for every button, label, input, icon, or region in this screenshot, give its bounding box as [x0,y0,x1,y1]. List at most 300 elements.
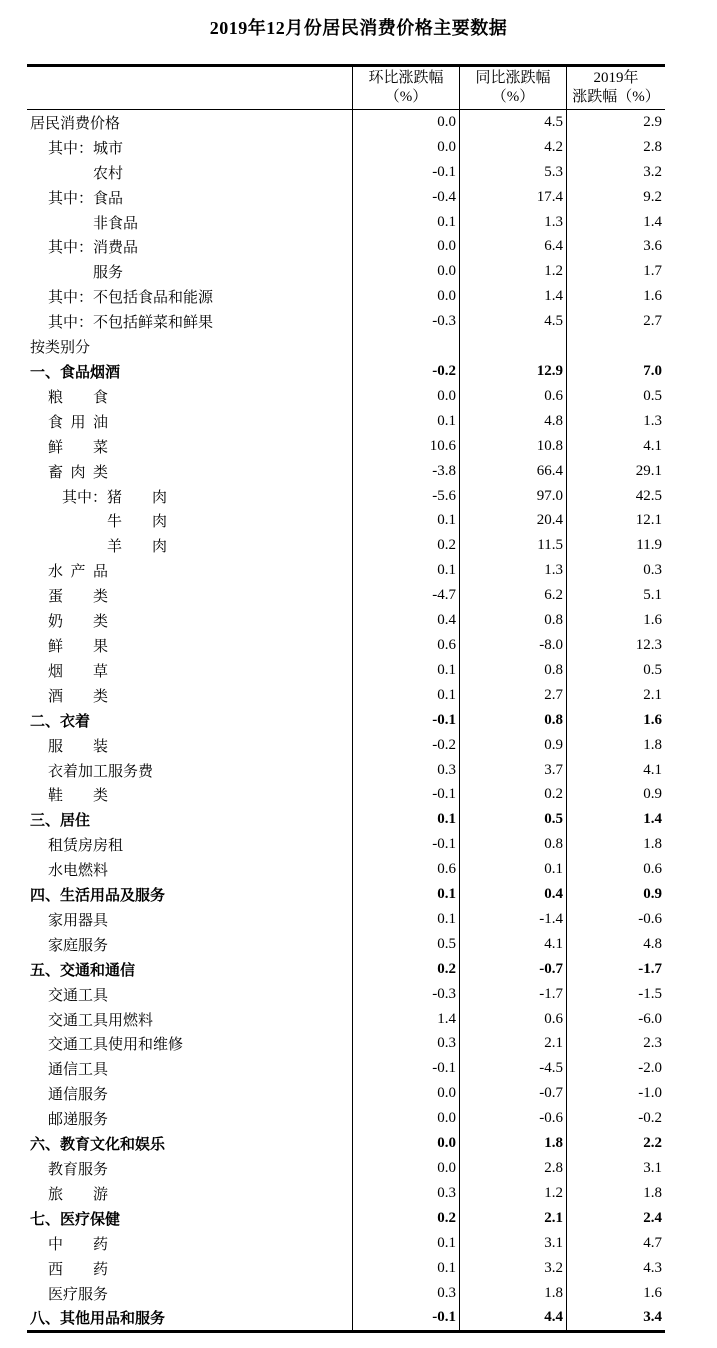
row-yoy-value: 1.3 [459,210,566,235]
row-yoy-value: 2.8 [459,1156,566,1181]
row-mom-value: -4.7 [352,583,459,608]
row-yoy-value: 11.5 [459,533,566,558]
row-label-cell [27,384,352,409]
row-label-cell [27,708,352,733]
row-ytd-value: 1.4 [566,807,665,832]
row-mom-value: 0.4 [352,608,459,633]
table-row [27,409,665,434]
row-mom-value: 0.1 [352,907,459,932]
row-yoy-value: 1.8 [459,1131,566,1156]
header-mom-line1: 环比涨跌幅 [368,70,444,86]
row-label-cell [27,683,352,708]
row-label-cell [27,1032,352,1057]
table-row [27,1081,665,1106]
row-mom-value: 0.0 [352,1106,459,1131]
row-mom-value: 0.3 [352,1032,459,1057]
row-yoy-value: 4.2 [459,135,566,160]
row-yoy-value: 0.6 [459,384,566,409]
row-label-text: 八、其他用品和服务 [30,1311,166,1328]
row-label-text: 农村 [93,165,124,182]
row-ytd-value: 0.6 [566,857,665,882]
row-label-text: 家庭服务 [48,937,109,954]
row-mom-value: 0.0 [352,235,459,260]
table-row [27,608,665,633]
row-label-cell [27,1156,352,1181]
row-label-text: 五、交通和通信 [30,962,136,979]
row-ytd-value: 29.1 [566,459,665,484]
row-yoy-value: 3.1 [459,1231,566,1256]
row-ytd-value: 9.2 [566,185,665,210]
row-ytd-value: 0.5 [566,384,665,409]
row-ytd-value: 2.1 [566,683,665,708]
table-row [27,259,665,284]
row-mom-value: 0.1 [352,683,459,708]
header-cell-mom [352,67,459,109]
row-label-cell [27,533,352,558]
row-label-text: 其中：食品 [48,190,124,207]
row-yoy-value: 10.8 [459,434,566,459]
row-label-cell [27,135,352,160]
row-yoy-value: 1.8 [459,1281,566,1306]
table-row [27,982,665,1007]
row-mom-value: 0.3 [352,1181,459,1206]
row-label-cell [27,1231,352,1256]
row-ytd-value: 1.6 [566,708,665,733]
table-row [27,1032,665,1057]
row-label-cell [27,832,352,857]
row-ytd-value: 1.8 [566,832,665,857]
row-mom-value: 0.1 [352,807,459,832]
row-mom-value: 0.1 [352,1256,459,1281]
row-mom-value: 0.0 [352,1131,459,1156]
row-label-text: 水产品 [48,564,108,581]
row-ytd-value: 3.2 [566,160,665,185]
row-ytd-value: 1.3 [566,409,665,434]
row-yoy-value: 17.4 [459,185,566,210]
row-ytd-value: 12.3 [566,633,665,658]
row-ytd-value: 4.7 [566,1231,665,1256]
row-mom-value: 0.1 [352,509,459,534]
row-mom-value: 10.6 [352,434,459,459]
row-label-text: 医疗服务 [48,1286,109,1303]
row-yoy-value: 5.3 [459,160,566,185]
row-yoy-value: 2.7 [459,683,566,708]
row-mom-value: -0.3 [352,309,459,334]
row-label-text: 通信工具 [48,1062,109,1079]
row-ytd-value: 1.6 [566,608,665,633]
row-label-text: 其中：不包括鲜菜和鲜果 [48,315,214,332]
row-ytd-value: 2.2 [566,1131,665,1156]
row-ytd-value: -0.2 [566,1106,665,1131]
row-mom-value: 0.0 [352,384,459,409]
header-cell-ytd [566,67,665,109]
row-label-cell [27,982,352,1007]
row-ytd-value: -2.0 [566,1056,665,1081]
row-yoy-value: 0.4 [459,882,566,907]
row-yoy-value: 4.5 [459,309,566,334]
row-yoy-value: 0.8 [459,658,566,683]
row-ytd-value: 1.8 [566,1181,665,1206]
table-row [27,1231,665,1256]
row-label-text: 鞋类 [48,788,108,805]
row-label-cell [27,509,352,534]
row-mom-value [352,334,459,359]
row-ytd-value: 1.4 [566,210,665,235]
row-yoy-value: -0.7 [459,957,566,982]
row-mom-value: 0.0 [352,110,459,135]
row-label-text: 交通工具 [48,987,109,1004]
row-mom-value: -0.3 [352,982,459,1007]
row-label-cell [27,583,352,608]
row-label-cell [27,1181,352,1206]
table-row [27,484,665,509]
header-mom-line2: （%） [384,89,428,105]
row-mom-value: -0.1 [352,832,459,857]
row-mom-value: 0.1 [352,658,459,683]
header-ytd-line2: 涨跌幅（%） [572,89,660,105]
header-yoy-line1: 同比涨跌幅 [475,70,551,86]
table-row [27,1106,665,1131]
row-label-cell [27,907,352,932]
table-row [27,384,665,409]
header-cell-category [27,67,352,109]
row-label-cell [27,932,352,957]
row-yoy-value: 97.0 [459,484,566,509]
table-row [27,135,665,160]
table-row [27,832,665,857]
row-ytd-value: -6.0 [566,1007,665,1032]
row-label-text: 酒类 [48,688,108,705]
row-label-cell [27,782,352,807]
row-ytd-value: -1.0 [566,1081,665,1106]
row-label-cell [27,1081,352,1106]
row-ytd-value: -1.5 [566,982,665,1007]
row-yoy-value: 0.2 [459,782,566,807]
row-yoy-value: 6.2 [459,583,566,608]
row-mom-value: 0.3 [352,1281,459,1306]
row-yoy-value: 1.2 [459,1181,566,1206]
row-label-text: 旅游 [48,1186,108,1203]
row-label-text: 猪肉 [107,489,168,506]
row-label-text: 通信服务 [48,1087,109,1104]
row-yoy-value: -1.7 [459,982,566,1007]
table-row [27,185,665,210]
row-label-text: 水电燃料 [48,863,109,880]
row-yoy-value: 2.1 [459,1206,566,1231]
row-ytd-value: 42.5 [566,484,665,509]
row-label-cell [27,334,352,359]
row-label-text: 其中：城市 [48,140,124,157]
table-row [27,907,665,932]
row-ytd-value: 11.9 [566,533,665,558]
row-yoy-value: 66.4 [459,459,566,484]
row-label-text: 非食品 [93,215,139,232]
row-label-text: 鲜果 [48,638,108,655]
table-row [27,1156,665,1181]
row-label-text: 烟草 [48,663,108,680]
row-yoy-value: 1.2 [459,259,566,284]
table-row [27,1306,665,1331]
table-row [27,758,665,783]
table-row [27,1206,665,1231]
row-ytd-value: 1.6 [566,284,665,309]
row-ytd-value: 3.1 [566,1156,665,1181]
row-ytd-value: 4.1 [566,758,665,783]
row-label-text: 中药 [48,1236,108,1253]
row-yoy-value: -4.5 [459,1056,566,1081]
row-mom-value: 0.5 [352,932,459,957]
row-label-text: 鲜菜 [48,439,108,456]
table-row [27,110,665,135]
row-label-text: 羊肉 [107,539,167,556]
table-row [27,1007,665,1032]
table-row [27,1131,665,1156]
table-row [27,857,665,882]
row-mom-value: -0.1 [352,160,459,185]
row-label-cell [27,807,352,832]
row-yoy-value: 3.7 [459,758,566,783]
row-mom-value: 0.3 [352,758,459,783]
row-yoy-value: 12.9 [459,359,566,384]
row-label-text: 三、居住 [30,813,91,830]
table-row [27,658,665,683]
row-ytd-value: 5.1 [566,583,665,608]
header-ytd-line1: 2019年 [593,70,639,86]
table-row [27,509,665,534]
row-label-cell [27,409,352,434]
row-label-cell [27,309,352,334]
row-mom-value: -0.2 [352,733,459,758]
row-ytd-value: 3.6 [566,235,665,260]
row-ytd-value: 2.7 [566,309,665,334]
row-mom-value: 0.1 [352,882,459,907]
row-label-text: 交通工具使用和维修 [48,1037,184,1054]
row-label-cell [27,633,352,658]
row-label-cell [27,1106,352,1131]
row-mom-value: 0.2 [352,1206,459,1231]
row-mom-value: -0.4 [352,185,459,210]
row-yoy-value: -0.6 [459,1106,566,1131]
row-yoy-value: -0.7 [459,1081,566,1106]
row-mom-value: -0.2 [352,359,459,384]
row-yoy-value: 4.8 [459,409,566,434]
row-yoy-value: 1.3 [459,558,566,583]
row-label-text: 六、教育文化和娱乐 [30,1137,166,1154]
row-ytd-value: 2.8 [566,135,665,160]
row-label-cell [27,608,352,633]
header-yoy-line2: （%） [491,89,535,105]
row-label-text: 衣着加工服务费 [48,763,154,780]
row-label-text: 其中：不包括食品和能源 [48,290,214,307]
row-label-cell [27,284,352,309]
table-row [27,359,665,384]
table-row [27,782,665,807]
table-row [27,1056,665,1081]
row-label-cell [27,484,352,509]
row-yoy-value: 1.4 [459,284,566,309]
row-label-prefix: 其中： [62,489,108,506]
row-mom-value: -0.1 [352,1306,459,1331]
table-row [27,807,665,832]
table-body [27,110,665,1333]
row-label-text: 租赁房房租 [48,838,124,855]
row-ytd-value: 4.1 [566,434,665,459]
row-yoy-value: 0.8 [459,708,566,733]
table-row [27,957,665,982]
row-label-text: 西药 [48,1261,108,1278]
row-label-text: 一、食品烟酒 [30,365,121,382]
row-yoy-value: 0.8 [459,832,566,857]
row-mom-value: 0.0 [352,1081,459,1106]
row-label-text: 教育服务 [48,1162,109,1179]
row-label-text: 其中：消费品 [48,240,139,257]
cpi-data-table [27,64,665,1333]
row-ytd-value [566,334,665,359]
row-mom-value: -0.1 [352,782,459,807]
row-label-cell [27,758,352,783]
row-label-text: 蛋类 [48,589,108,606]
row-label-cell [27,434,352,459]
row-mom-value: 0.0 [352,135,459,160]
row-label-cell [27,1281,352,1306]
table-row [27,1181,665,1206]
row-label-cell [27,1206,352,1231]
table-row [27,459,665,484]
row-yoy-value: 20.4 [459,509,566,534]
row-yoy-value: 2.1 [459,1032,566,1057]
table-row [27,1281,665,1306]
row-yoy-value [459,334,566,359]
row-ytd-value: 0.3 [566,558,665,583]
row-label-cell [27,1256,352,1281]
row-yoy-value: 0.5 [459,807,566,832]
row-label-text: 家用器具 [48,912,109,929]
table-row [27,583,665,608]
row-mom-value: 0.2 [352,533,459,558]
row-yoy-value: 4.1 [459,932,566,957]
row-mom-value: 0.6 [352,633,459,658]
row-label-cell [27,235,352,260]
row-mom-value: 1.4 [352,1007,459,1032]
row-label-cell [27,658,352,683]
row-mom-value: 0.1 [352,1231,459,1256]
row-yoy-value: 4.4 [459,1306,566,1331]
row-label-cell [27,857,352,882]
row-mom-value: 0.1 [352,558,459,583]
row-label-text: 七、医疗保健 [30,1211,121,1228]
row-label-text: 居民消费价格 [30,115,121,132]
row-label-cell [27,1306,352,1331]
table-row [27,932,665,957]
row-mom-value: 0.0 [352,284,459,309]
row-label-text: 奶类 [48,614,108,631]
row-label-text: 牛肉 [107,514,167,531]
row-ytd-value: 1.6 [566,1281,665,1306]
row-label-cell [27,110,352,135]
table-row [27,334,665,359]
row-label-text: 食用油 [48,414,108,431]
table-row [27,683,665,708]
row-yoy-value: 3.2 [459,1256,566,1281]
row-ytd-value: 7.0 [566,359,665,384]
row-ytd-value: 2.3 [566,1032,665,1057]
row-label-cell [27,359,352,384]
row-label-text: 四、生活用品及服务 [30,888,166,905]
table-row [27,882,665,907]
table-row [27,558,665,583]
table-header [27,64,665,110]
row-label-text: 邮递服务 [48,1112,109,1129]
row-ytd-value: 3.4 [566,1306,665,1331]
row-mom-value: -0.1 [352,708,459,733]
row-ytd-value: -0.6 [566,907,665,932]
row-label-text: 服装 [48,738,108,755]
row-label-cell [27,1056,352,1081]
table-row [27,284,665,309]
row-mom-value: 0.1 [352,409,459,434]
table-row [27,210,665,235]
table-row [27,633,665,658]
row-ytd-value: 2.4 [566,1206,665,1231]
row-label-text: 服务 [93,265,124,282]
row-label-cell [27,558,352,583]
row-yoy-value: 0.9 [459,733,566,758]
row-label-text: 二、衣着 [30,713,91,730]
row-mom-value: -0.1 [352,1056,459,1081]
row-label-text: 粮食 [48,389,108,406]
row-label-cell [27,210,352,235]
table-row [27,235,665,260]
row-yoy-value: -1.4 [459,907,566,932]
row-ytd-value: 4.8 [566,932,665,957]
row-ytd-value: 0.9 [566,882,665,907]
row-mom-value: -3.8 [352,459,459,484]
row-mom-value: 0.1 [352,210,459,235]
table-row [27,708,665,733]
row-mom-value: -5.6 [352,484,459,509]
table-row [27,309,665,334]
page-title: 2019年12月份居民消费价格主要数据 [209,18,508,38]
row-mom-value: 0.0 [352,259,459,284]
row-label-text: 畜肉类 [48,464,108,481]
row-label-cell [27,733,352,758]
table-row [27,733,665,758]
row-label-cell [27,160,352,185]
row-label-cell [27,1131,352,1156]
row-ytd-value: 1.7 [566,259,665,284]
header-cell-yoy [459,67,566,109]
row-label-cell [27,882,352,907]
row-label-text: 交通工具用燃料 [48,1012,154,1029]
row-ytd-value: 0.9 [566,782,665,807]
row-label-cell [27,185,352,210]
row-ytd-value: 2.9 [566,110,665,135]
row-yoy-value: 0.1 [459,857,566,882]
row-label-cell [27,259,352,284]
table-row [27,533,665,558]
row-mom-value: 0.6 [352,857,459,882]
row-label-cell [27,459,352,484]
row-label-cell [27,957,352,982]
row-mom-value: 0.2 [352,957,459,982]
row-yoy-value: -8.0 [459,633,566,658]
row-yoy-value: 4.5 [459,110,566,135]
row-ytd-value: -1.7 [566,957,665,982]
row-label-text: 按类别分 [30,340,91,357]
row-ytd-value: 12.1 [566,509,665,534]
table-row [27,160,665,185]
row-ytd-value: 0.5 [566,658,665,683]
